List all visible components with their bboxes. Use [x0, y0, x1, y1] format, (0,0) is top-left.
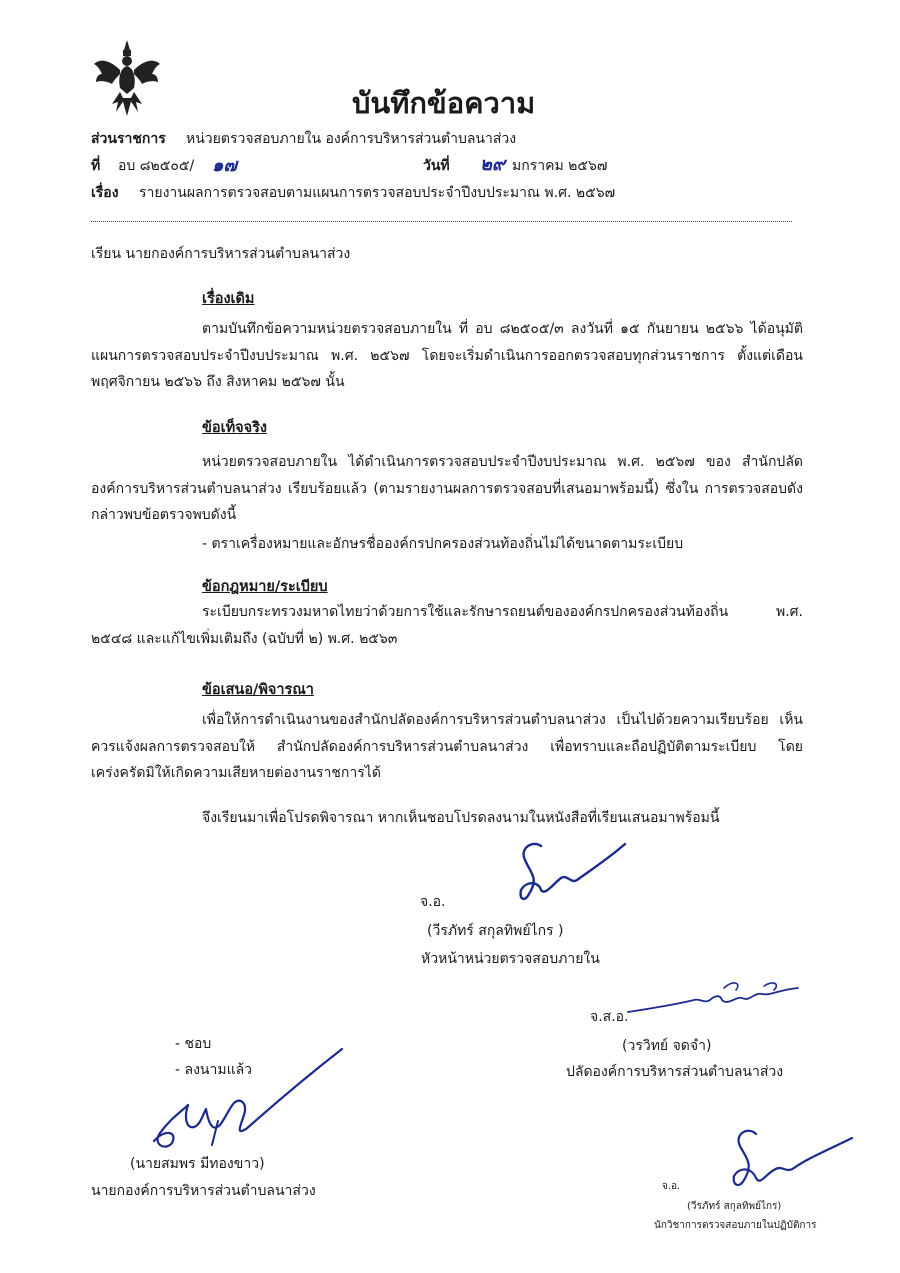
signature-mayor — [148, 1045, 346, 1153]
paragraph-regulations: ระเบียบกระทรวงมหาดไทยว่าด้วยการใช้และรักษารถยนต์ขององค์กรปกครองส่วนท้องถิ่น พ.ศ. ๒๕๔๘ และแก้ไขเพิ่มเติมถึง (ฉบับที่ ๒) พ.ศ. ๒๕๖๓ — [91, 604, 803, 647]
head-auditor-prefix: จ.อ. — [420, 894, 446, 910]
signature-deputy — [624, 978, 802, 1020]
ref-number-handwritten: ๑๗ — [212, 155, 237, 176]
head-auditor-name: (วีรภัทร์ สกุลทิพย์ไกร ) — [427, 923, 564, 939]
head-auditor-position: หัวหน้าหน่วยตรวจสอบภายใน — [421, 951, 600, 967]
heading-background: เรื่องเดิม — [202, 291, 255, 307]
paragraph-proposal: เพื่อให้การดำเนินงานของสำนักปลัดองค์การบริหารส่วนตำบลนาส่วง เป็นไปด้วยความเรียบร้อย เห็นควรแจ้งผลการตรวจสอบให้ สำนักปลัดองค์การบริหารส่วนตำบลนาส่วง เพื่อทราบและถือปฏิบัติตามระเบียบ โดยเคร่งครัดมิให้เกิดความเสียหายต่องานราชการได้ — [91, 712, 803, 781]
heading-proposal: ข้อเสนอ/พิจารณา — [202, 682, 314, 698]
subject-label: เรื่อง — [91, 185, 119, 201]
date-value: มกราคม ๒๕๖๗ — [512, 158, 608, 174]
mayor-position: นายกองค์การบริหารส่วนตำบลนาส่วง — [91, 1183, 316, 1199]
auditor-position: นักวิชาการตรวจสอบภายในปฏิบัติการ — [654, 1220, 817, 1231]
date-day-handwritten: ๒๙ — [480, 154, 506, 175]
salutation: เรียน นายกองค์การบริหารส่วนตำบลนาส่วง — [91, 246, 351, 262]
closing-sentence: จึงเรียนมาเพื่อโปรดพิจารณา หากเห็นชอบโปรดลงนามในหนังสือที่เรียนเสนอมาพร้อมนี้ — [202, 810, 720, 826]
header-divider — [91, 221, 792, 222]
date-label: วันที่ — [423, 158, 450, 174]
heading-regulations: ข้อกฎหมาย/ระเบียบ — [202, 579, 328, 595]
heading-facts: ข้อเท็จจริง — [202, 420, 267, 436]
auditor-name: (วีรภัทร์ สกุลทิพย์ไกร) — [687, 1201, 782, 1212]
deputy-position: ปลัดองค์การบริหารส่วนตำบลนาส่วง — [566, 1064, 784, 1080]
agency-label: ส่วนราชการ — [91, 131, 166, 147]
agency-value: หน่วยตรวจสอบภายใน องค์การบริหารส่วนตำบลนาส่วง — [186, 131, 517, 147]
deputy-name: (วรวิทย์ จดจำ) — [622, 1038, 712, 1054]
ref-label: ที่ — [91, 158, 101, 174]
signature-head-auditor — [505, 838, 630, 906]
mayor-name: (นายสมพร มีทองขาว) — [130, 1156, 265, 1172]
mayor-note-approve: - ชอบ — [175, 1036, 212, 1052]
paragraph-facts: หน่วยตรวจสอบภายใน ได้ดำเนินการตรวจสอบประจำปีงบประมาณ พ.ศ. ๒๕๖๗ ของ สำนักปลัดองค์การบริหารส่วนตำบลนาส่วง เรียบร้อยแล้ว (ตามรายงานผลการตรวจสอบที่เสนอมาพร้อมนี้) ซึ่งใน การตรวจสอบดังกล่าวพบข้อตรวจพบดังนี้ — [91, 454, 803, 523]
auditor-prefix: จ.อ. — [662, 1181, 681, 1192]
finding-bullet: - ตราเครื่องหมายและอักษรชื่อองค์กรปกครองส่วนท้องถิ่นไม่ได้ขนาดตามระเบียบ — [202, 536, 684, 552]
subject-value: รายงานผลการตรวจสอบตามแผนการตรวจสอบประจำปีงบประมาณ พ.ศ. ๒๕๖๗ — [139, 185, 616, 201]
garuda-emblem-icon — [92, 38, 162, 118]
deputy-prefix: จ.ส.อ. — [590, 1009, 629, 1025]
signature-auditor — [712, 1128, 857, 1198]
mayor-note-signed: - ลงนามแล้ว — [175, 1062, 253, 1078]
ref-value: อบ ๘๒๕๐๕/ — [118, 158, 195, 174]
paragraph-background: ตามบันทึกข้อความหน่วยตรวจสอบภายใน ที่ อบ ๘๒๕๐๕/๓ ลงวันที่ ๑๕ กันยายน ๒๕๖๖ ได้อนุมัติแผนการตรวจสอบประจำปีงบประมาณ พ.ศ. ๒๕๖๗ โดยจะเริ่มดำเนินการออกตรวจสอบทุกส่วนราชการ ตั้งแต่เดือน พฤศจิกายน ๒๕๖๖ ถึง สิงหาคม ๒๕๖๗ นั้น — [91, 321, 803, 390]
page-title: บันทึกข้อความ — [352, 86, 536, 120]
